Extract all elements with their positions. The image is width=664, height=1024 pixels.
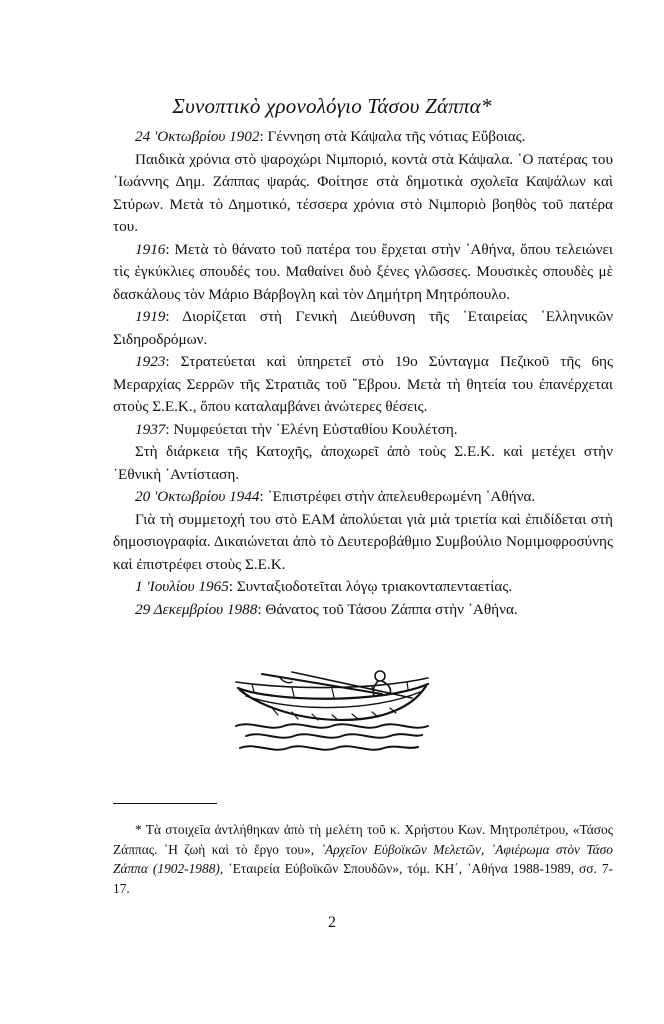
entry-date: 1916 — [135, 240, 166, 258]
chronology-entry — [113, 576, 613, 599]
footnote-source-title: ᾽Αρχεῖον Εὐβοϊκῶν Μελετῶν, ᾽Αφιέρωμα στὸν Τάσο Ζάππα (1902-1988) — [113, 841, 613, 877]
chronology-body — [113, 126, 613, 621]
entry-text: : ᾽Επιστρέφει στὴν ἀπελευθερωμένη ᾽Αθήνα. — [259, 488, 536, 505]
chronology-entry — [113, 306, 613, 351]
entry-text: : Διορίζεται στὴ Γενικὴ Διεύθυνση τῆς ῾Εταιρείας ῾Ελληνικῶν Σιδηροδρόμων. — [113, 308, 613, 348]
rowboat-drawing-icon — [232, 668, 432, 758]
entry-date: 29 Δεκεμβρίου 1988 — [135, 600, 258, 618]
entry-text: Γιὰ τὴ συμμετοχή του στὸ ΕΑΜ ἀπολύεται γιὰ μιὰ τριετία καὶ ἐπιδίδεται στὴ δημοσιογραφία. Δικαιώνεται ἀπὸ τὸ Δευτεροβάθμιο Συμβούλιο Νομιμοφροσύνης καὶ ἐπιστρέφει στοὺς Σ.Ε.Κ. — [113, 510, 613, 573]
chronology-entry — [113, 486, 613, 509]
chronology-entry — [113, 239, 613, 307]
page-title: Συνοπτικὸ χρονολόγιο Τάσου Ζάππα* — [172, 94, 492, 118]
entry-date: 1937 — [135, 420, 166, 438]
chronology-entry — [113, 599, 613, 622]
chronology-entry — [113, 441, 613, 486]
entry-date: 24 'Οκτωβρίου 1902 — [135, 128, 260, 145]
entry-date: 1923 — [135, 353, 166, 370]
entry-text: Παιδικὰ χρόνια στὸ ψαροχώρι Νιμποριό, κοντὰ στὰ Κάψαλα. ῾Ο πατέρας του ᾽Ιωάννης Δημ. Ζάππας ψαράς. Φοίτησε στὰ δημοτικὰ σχολεῖα Καψάλων καὶ Στύρων. Μετὰ τὸ Δημοτικό, τέσσερα χρόνια στὸ Νιμποριὸ βοηθὸς τοῦ πατέρα του. — [113, 150, 613, 235]
page-number: 2 — [328, 914, 336, 931]
entry-text: : Στρατεύεται καὶ ὑπηρετεῖ στὸ 19ο Σύνταγμα Πεζικοῦ τῆς 6ης Μεραρχίας Σερρῶν τῆς Στρατιᾶς τοῦ ῞Εβρου. Μετὰ τὴ θητεία του ἐπανέρχεται στοὺς Σ.Ε.Κ., ὅπου καταλαμβάνει ἀνώτερες θέσεις. — [113, 353, 613, 415]
entry-text: : Νυμφεύεται τὴν ῾Ελένη Εὐσταθίου Κουλέτση. — [165, 420, 458, 438]
chronology-entry — [113, 509, 613, 577]
footnote-text-end: , ῾Εταιρεία Εὐβοϊκῶν Σπουδῶν», τόμ. ΚΗ΄, ᾽Αθήνα 1988-1989, σσ. 7-17. — [113, 861, 613, 896]
footnote-rule — [113, 803, 217, 804]
entry-text: : Θάνατος τοῦ Τάσου Ζάππα στὴν ᾽Αθήνα. — [257, 600, 518, 618]
chronology-entry — [113, 126, 613, 149]
entry-text: Στὴ διάρκεια τῆς Κατοχῆς, ἀποχωρεῖ ἀπὸ τοὺς Σ.Ε.Κ. καὶ μετέχει στὴν ᾽Εθνικὴ ᾽Αντίσταση. — [113, 443, 613, 483]
chronology-entry — [113, 351, 613, 419]
entry-date: 1 'Ιουλίου 1965 — [135, 578, 229, 595]
chronology-entry — [113, 419, 613, 442]
entry-text: : Μετὰ τὸ θάνατο τοῦ πατέρα του ἔρχεται στὴν ᾽Αθήνα, ὅπου τελειώνει τὶς ἐγκύκλιες σπουδές του. Μαθαίνει δυὸ ξένες γλῶσσες. Μουσικὲς σπουδὲς μὲ δασκάλους τὸν Μάριο Βάρβογλη καὶ τὸν Δημήτρη Μητρόπουλο. — [113, 240, 613, 303]
entry-text: : Συνταξιοδοτεῖται λόγῳ τριακονταπενταετίας. — [228, 578, 513, 595]
entry-text: : Γέννηση στὰ Κάψαλα τῆς νότιας Εὔβοιας. — [259, 128, 526, 145]
chronology-entry — [113, 149, 613, 239]
entry-date: 1919 — [135, 308, 166, 325]
footnote — [113, 820, 613, 898]
footnote-text: * Τὰ στοιχεῖα ἀντλήθηκαν ἀπὸ τὴ μελέτη τοῦ κ. Χρήστου Κων. Μητροπέτρου, «Τάσος Ζάππας. ῾Η ζωὴ καὶ τὸ ἔργο του», — [113, 822, 613, 857]
entry-date: 20 'Οκτωβρίου 1944 — [135, 488, 260, 505]
